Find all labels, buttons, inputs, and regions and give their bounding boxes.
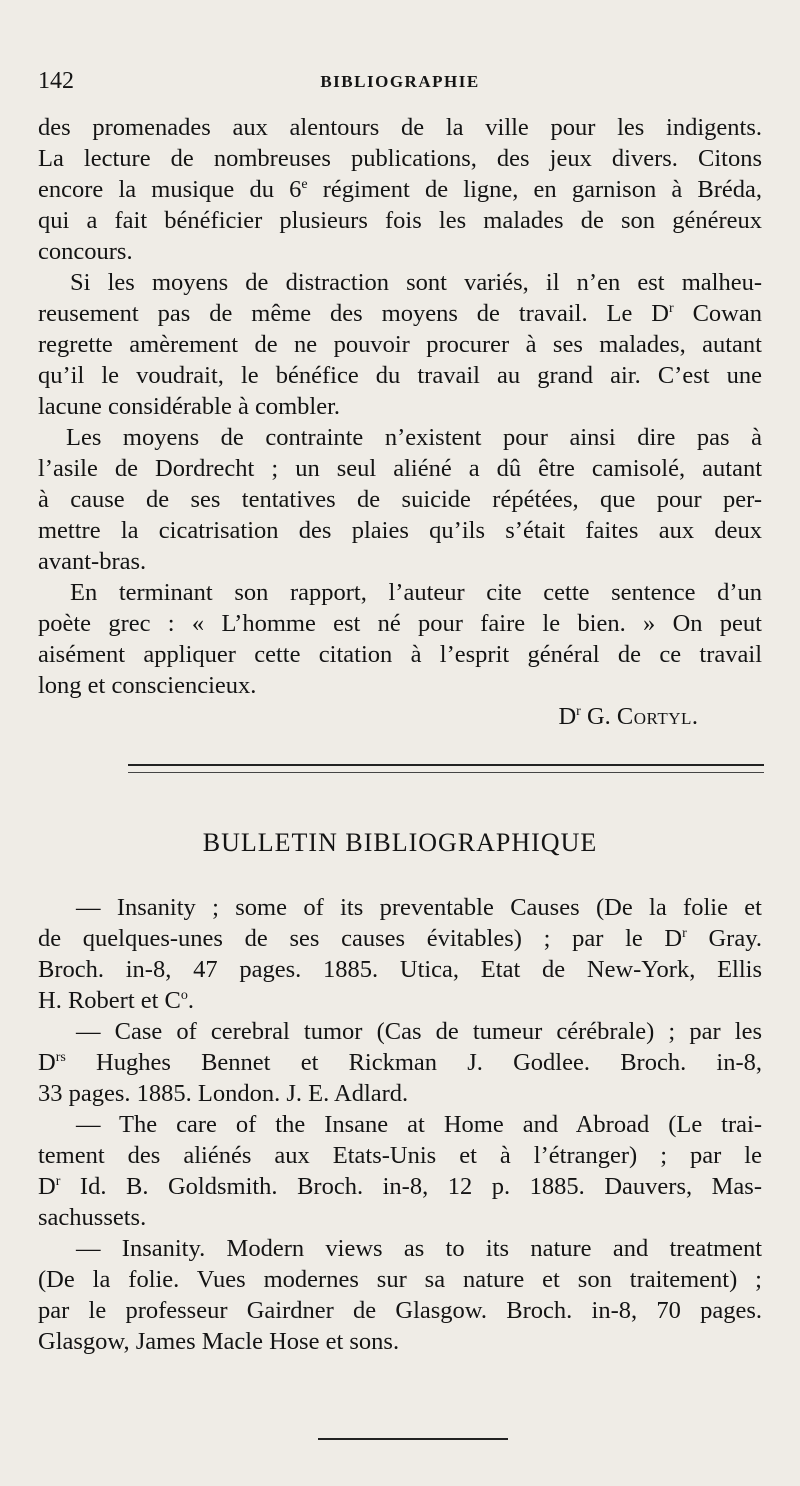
text-line: à cause de ses tentatives de suicide répétées, que pour per-: [38, 486, 762, 513]
text-line: La lecture de nombreuses publications, des jeux divers. Citons: [38, 145, 762, 172]
end-divider: [318, 1438, 508, 1440]
running-title: BIBLIOGRAPHIE: [320, 72, 480, 91]
text-line: poète grec : « L’homme est né pour faire le bien. » On peut: [38, 610, 762, 637]
text-line: — Insanity ; some of its preventable Causes (De la folie et: [76, 894, 762, 921]
text-line: (De la folie. Vues modernes sur sa nature et son traitement) ;: [38, 1266, 762, 1293]
text-line: tement des aliénés aux Etats-Unis et à l’étranger) ; par le: [38, 1142, 762, 1169]
page-header: [38, 62, 762, 102]
text-line: des promenades aux alentours de la ville pour les indigents.: [38, 114, 762, 141]
text-line: encore la musique du 6e régiment de ligne, en garnison à Bréda,: [38, 176, 762, 203]
signature-block: [38, 701, 698, 732]
text-line: — Case of cerebral tumor (Cas de tumeur cérébrale) ; par les: [76, 1018, 762, 1045]
text-line: — The care of the Insane at Home and Abroad (Le trai-: [76, 1111, 762, 1138]
text-line: Broch. in-8, 47 pages. 1885. Utica, Etat de New-York, Ellis: [38, 956, 762, 983]
text-line: sachussets.: [38, 1204, 147, 1231]
bibliography-entry-2: [38, 1016, 762, 1109]
page-number: 142: [38, 68, 74, 94]
text-line: par le professeur Gairdner de Glasgow. Broch. in-8, 70 pages.: [38, 1297, 762, 1324]
text-line: l’asile de Dordrecht ; un seul aliéné a dû être camisolé, autant: [38, 455, 762, 482]
text-line: concours.: [38, 238, 133, 265]
text-line: — Insanity. Modern views as to its nature and treatment: [76, 1235, 762, 1262]
divider-thin: [128, 772, 764, 773]
text-line: En terminant son rapport, l’auteur cite cette sentence d’un: [70, 579, 762, 606]
section-title: BULLETIN BIBLIOGRAPHIQUE: [202, 828, 598, 857]
text-line: Les moyens de contrainte n’existent pour ainsi dire pas à: [66, 424, 762, 451]
text-line: H. Robert et $C^o$.: [38, 987, 195, 1014]
text-line: aisément appliquer cette citation à l’esprit général de ce travail: [38, 641, 762, 668]
signature: $D^r$ G. Cortyl.: [558, 703, 698, 730]
paragraph-4: [38, 577, 762, 701]
text-line: Glasgow, James Macle Hose et sons.: [38, 1328, 400, 1355]
bibliography-entry-1: [38, 892, 762, 1016]
paragraph-1: [38, 112, 762, 267]
text-line: avant-bras.: [38, 548, 147, 575]
text-line: regrette amèrement de ne pouvoir procurer à ses malades, autant: [38, 331, 762, 358]
paragraph-3: [38, 422, 762, 577]
text-line: mettre la cicatrisation des plaies qu’ils s’était faites aux deux: [38, 517, 762, 544]
text-line: $D^{rs}$ Hughes Bennet et Rickman J. Godlee. Broch. in-8,: [38, 1049, 762, 1076]
text-line: reusement pas de même des moyens de travail. Le $D^r$ Cowan: [38, 300, 762, 327]
text-line: lacune considérable à combler.: [38, 393, 341, 420]
bibliography-entry-4: [38, 1233, 762, 1357]
bibliography-entry-3: [38, 1109, 762, 1233]
text-line: Si les moyens de distraction sont variés, il n’en est malheu-: [70, 269, 762, 296]
text-line: de quelques-unes de ses causes évitables) ; par le $D^r$ Gray.: [38, 925, 762, 952]
paragraph-2: [38, 267, 762, 422]
text-line: qui a fait bénéficier plusieurs fois les malades de son généreux: [38, 207, 762, 234]
text-line: $D^r$ Id. B. Goldsmith. Broch. in-8, 12 p. 1885. Dauvers, Mas-: [38, 1173, 762, 1200]
divider-thick: [128, 764, 764, 766]
text-line: long et consciencieux.: [38, 672, 257, 699]
text-line: 33 pages. 1885. London. J. E. Adlard.: [38, 1080, 409, 1107]
text-line: qu’il le voudrait, le bénéfice du travail au grand air. C’est une: [38, 362, 762, 389]
